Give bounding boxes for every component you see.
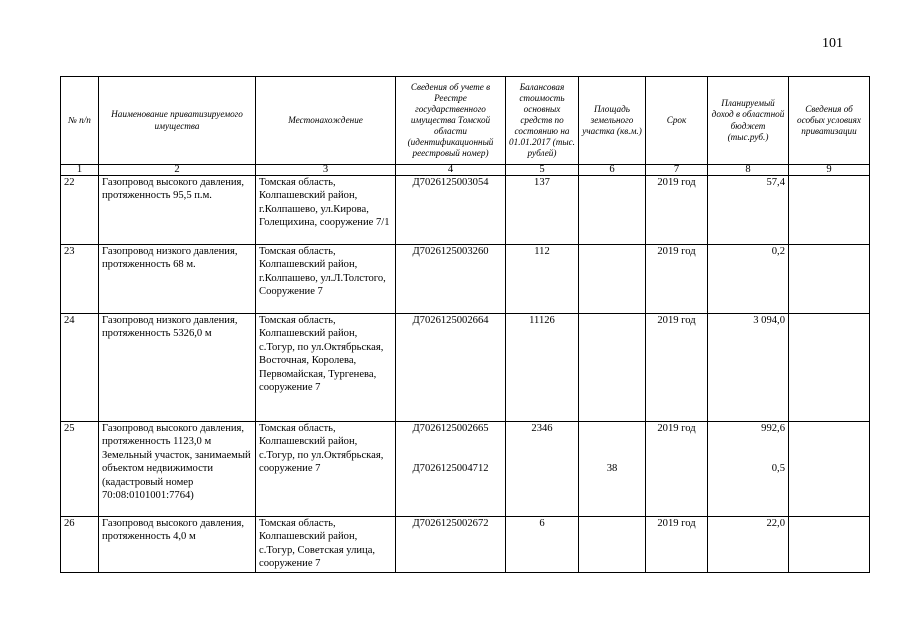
land-plot-name: Земельный участок, занимаемый объектом недвижимости (кадастровый номер 70:08:0101001:7764) (102, 449, 251, 502)
column-number: 5 (506, 165, 579, 176)
planned-income: 0,2 (708, 245, 789, 314)
land-area: 38 (606, 463, 618, 475)
land-planned-income: 0,5 (771, 463, 785, 475)
property-location: Томская область, Колпашевский район, г.Колпашево, ул.Л.Толстого, Сооружение 7 (256, 245, 396, 314)
table-row (61, 176, 870, 245)
land-area-cell (579, 422, 646, 517)
row-number: 26 (61, 517, 99, 573)
row-number: 22 (61, 176, 99, 245)
header-term: Срок (646, 77, 708, 165)
column-number: 8 (708, 165, 789, 176)
property-name: Газопровод низкого давления, протяженность 68 м. (99, 245, 256, 314)
land-area (579, 245, 646, 314)
column-number-row (61, 165, 870, 176)
privatization-table (60, 76, 870, 573)
column-number: 1 (61, 165, 99, 176)
balance-cost: 11126 (506, 314, 579, 422)
table-row (61, 314, 870, 422)
planned-income: 3 094,0 (708, 314, 789, 422)
planned-income: 22,0 (708, 517, 789, 573)
land-area (579, 176, 646, 245)
special-conditions (789, 517, 870, 573)
land-area (579, 314, 646, 422)
property-name-cell (99, 422, 256, 517)
special-conditions (789, 314, 870, 422)
balance-cost: 2346 (506, 422, 579, 517)
registry-number: Д7026125002664 (396, 314, 506, 422)
column-number: 2 (99, 165, 256, 176)
balance-cost: 112 (506, 245, 579, 314)
term: 2019 год (646, 245, 708, 314)
planned-income: 992,6 (761, 423, 785, 434)
column-number: 3 (256, 165, 396, 176)
property-location: Томская область, Колпашевский район, г.Колпашево, ул.Кирова, Голещихина, сооружение 7/1 (256, 176, 396, 245)
registry-number: Д7026125003054 (396, 176, 506, 245)
column-number: 9 (789, 165, 870, 176)
column-number: 7 (646, 165, 708, 176)
header-income: Планируемый доход в областной бюджет (тыс.руб.) (708, 77, 789, 165)
header-registry: Сведения об учете в Реестре государственного имущества Томской области (идентификационный реестровый номер) (396, 77, 506, 165)
registry-number: Д7026125002665 (412, 423, 489, 434)
term: 2019 год (646, 176, 708, 245)
property-location: Томская область, Колпашевский район, с.Тогур, Советская улица, сооружение 7 (256, 517, 396, 573)
land-registry-number: Д7026125004712 (412, 463, 489, 475)
table-row (61, 245, 870, 314)
property-name: Газопровод высокого давления, протяженность 4,0 м (99, 517, 256, 573)
term: 2019 год (646, 422, 708, 517)
page-number: 101 (822, 36, 843, 51)
planned-income-cell (708, 422, 789, 517)
balance-cost: 6 (506, 517, 579, 573)
column-number: 4 (396, 165, 506, 176)
row-number: 24 (61, 314, 99, 422)
header-conditions: Сведения об особых условиях приватизации (789, 77, 870, 165)
header-location: Местонахождение (256, 77, 396, 165)
registry-number: Д7026125003260 (396, 245, 506, 314)
header-cost: Балансовая стоимость основных средств по состоянию на 01.01.2017 (тыс. рублей) (506, 77, 579, 165)
property-location: Томская область, Колпашевский район, с.Тогур, по ул.Октябрьская, Восточная, Королева, Первомайская, Тургенева, сооружение 7 (256, 314, 396, 422)
term: 2019 год (646, 517, 708, 573)
row-number: 23 (61, 245, 99, 314)
registry-number: Д7026125002672 (396, 517, 506, 573)
property-location: Томская область, Колпашевский район, с.Тогур, по ул.Октябрьская, сооружение 7 (256, 422, 396, 517)
property-name: Газопровод высокого давления, протяженность 95,5 п.м. (99, 176, 256, 245)
balance-cost: 137 (506, 176, 579, 245)
registry-number-cell (396, 422, 506, 517)
header-name: Наименование приватизируемого имущества (99, 77, 256, 165)
special-conditions (789, 245, 870, 314)
column-number: 6 (579, 165, 646, 176)
property-name: Газопровод низкого давления, протяженность 5326,0 м (99, 314, 256, 422)
property-name: Газопровод высокого давления, протяженность 1123,0 м (102, 423, 245, 448)
special-conditions (789, 422, 870, 517)
header-row (61, 77, 870, 165)
special-conditions (789, 176, 870, 245)
header-area: Площадь земельного участка (кв.м.) (579, 77, 646, 165)
table-row (61, 517, 870, 573)
planned-income: 57,4 (708, 176, 789, 245)
term: 2019 год (646, 314, 708, 422)
row-number: 25 (61, 422, 99, 517)
header-num: № п/п (61, 77, 99, 165)
table-row (61, 422, 870, 517)
land-area (579, 517, 646, 573)
